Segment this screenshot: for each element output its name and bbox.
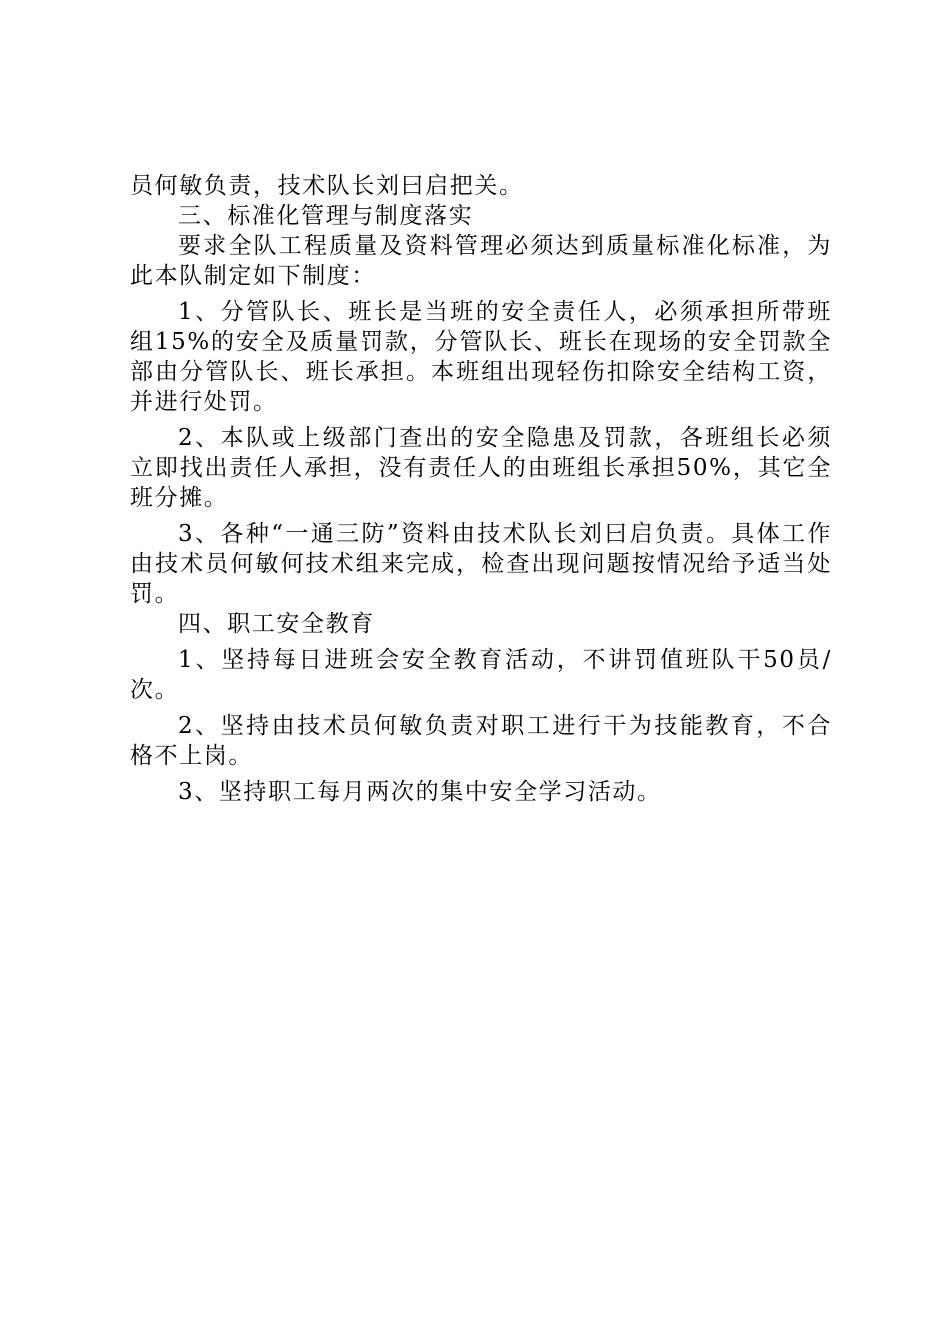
rule-item-2: 2、本队或上级部门查出的安全隐患及罚款，各班组长必须立即找出责任人承担，没有责任人的由班组长承担50%，其它全班分摊。 bbox=[130, 425, 832, 511]
education-item-2: 2、坚持由技术员何敏负责对职工进行干为技能教育，不合格不上岗。 bbox=[130, 713, 832, 769]
paragraph-requirement: 要求全队工程质量及资料管理必须达到质量标准化标准，为此本队制定如下制度： bbox=[130, 233, 832, 289]
education-item-1: 1、坚持每日进班会安全教育活动，不讲罚值班队干50员/次。 bbox=[130, 647, 832, 703]
rule-item-3: 3、各种“一通三防”资料由技术队长刘曰启负责。具体工作由技术员何敏何技术组来完成，检查出现问题按情况给予适当处罚。 bbox=[130, 521, 832, 607]
section-heading-3: 三、标准化管理与制度落实 bbox=[178, 203, 474, 229]
section-heading-4: 四、职工安全教育 bbox=[178, 611, 375, 637]
document-body bbox=[130, 171, 832, 807]
rule-item-1: 1、分管队长、班长是当班的安全责任人，必须承担所带班组15%的安全及质量罚款，分管队长、班长在现场的安全罚款全部由分管队长、班长承担。本班组出现轻伤扣除安全结构工资，并进行处罚。 bbox=[130, 299, 832, 415]
paragraph-continuation: 员何敏负责，技术队长刘曰启把关。 bbox=[130, 173, 524, 199]
education-item-3: 3、坚持职工每月两次的集中安全学习活动。 bbox=[178, 779, 662, 805]
